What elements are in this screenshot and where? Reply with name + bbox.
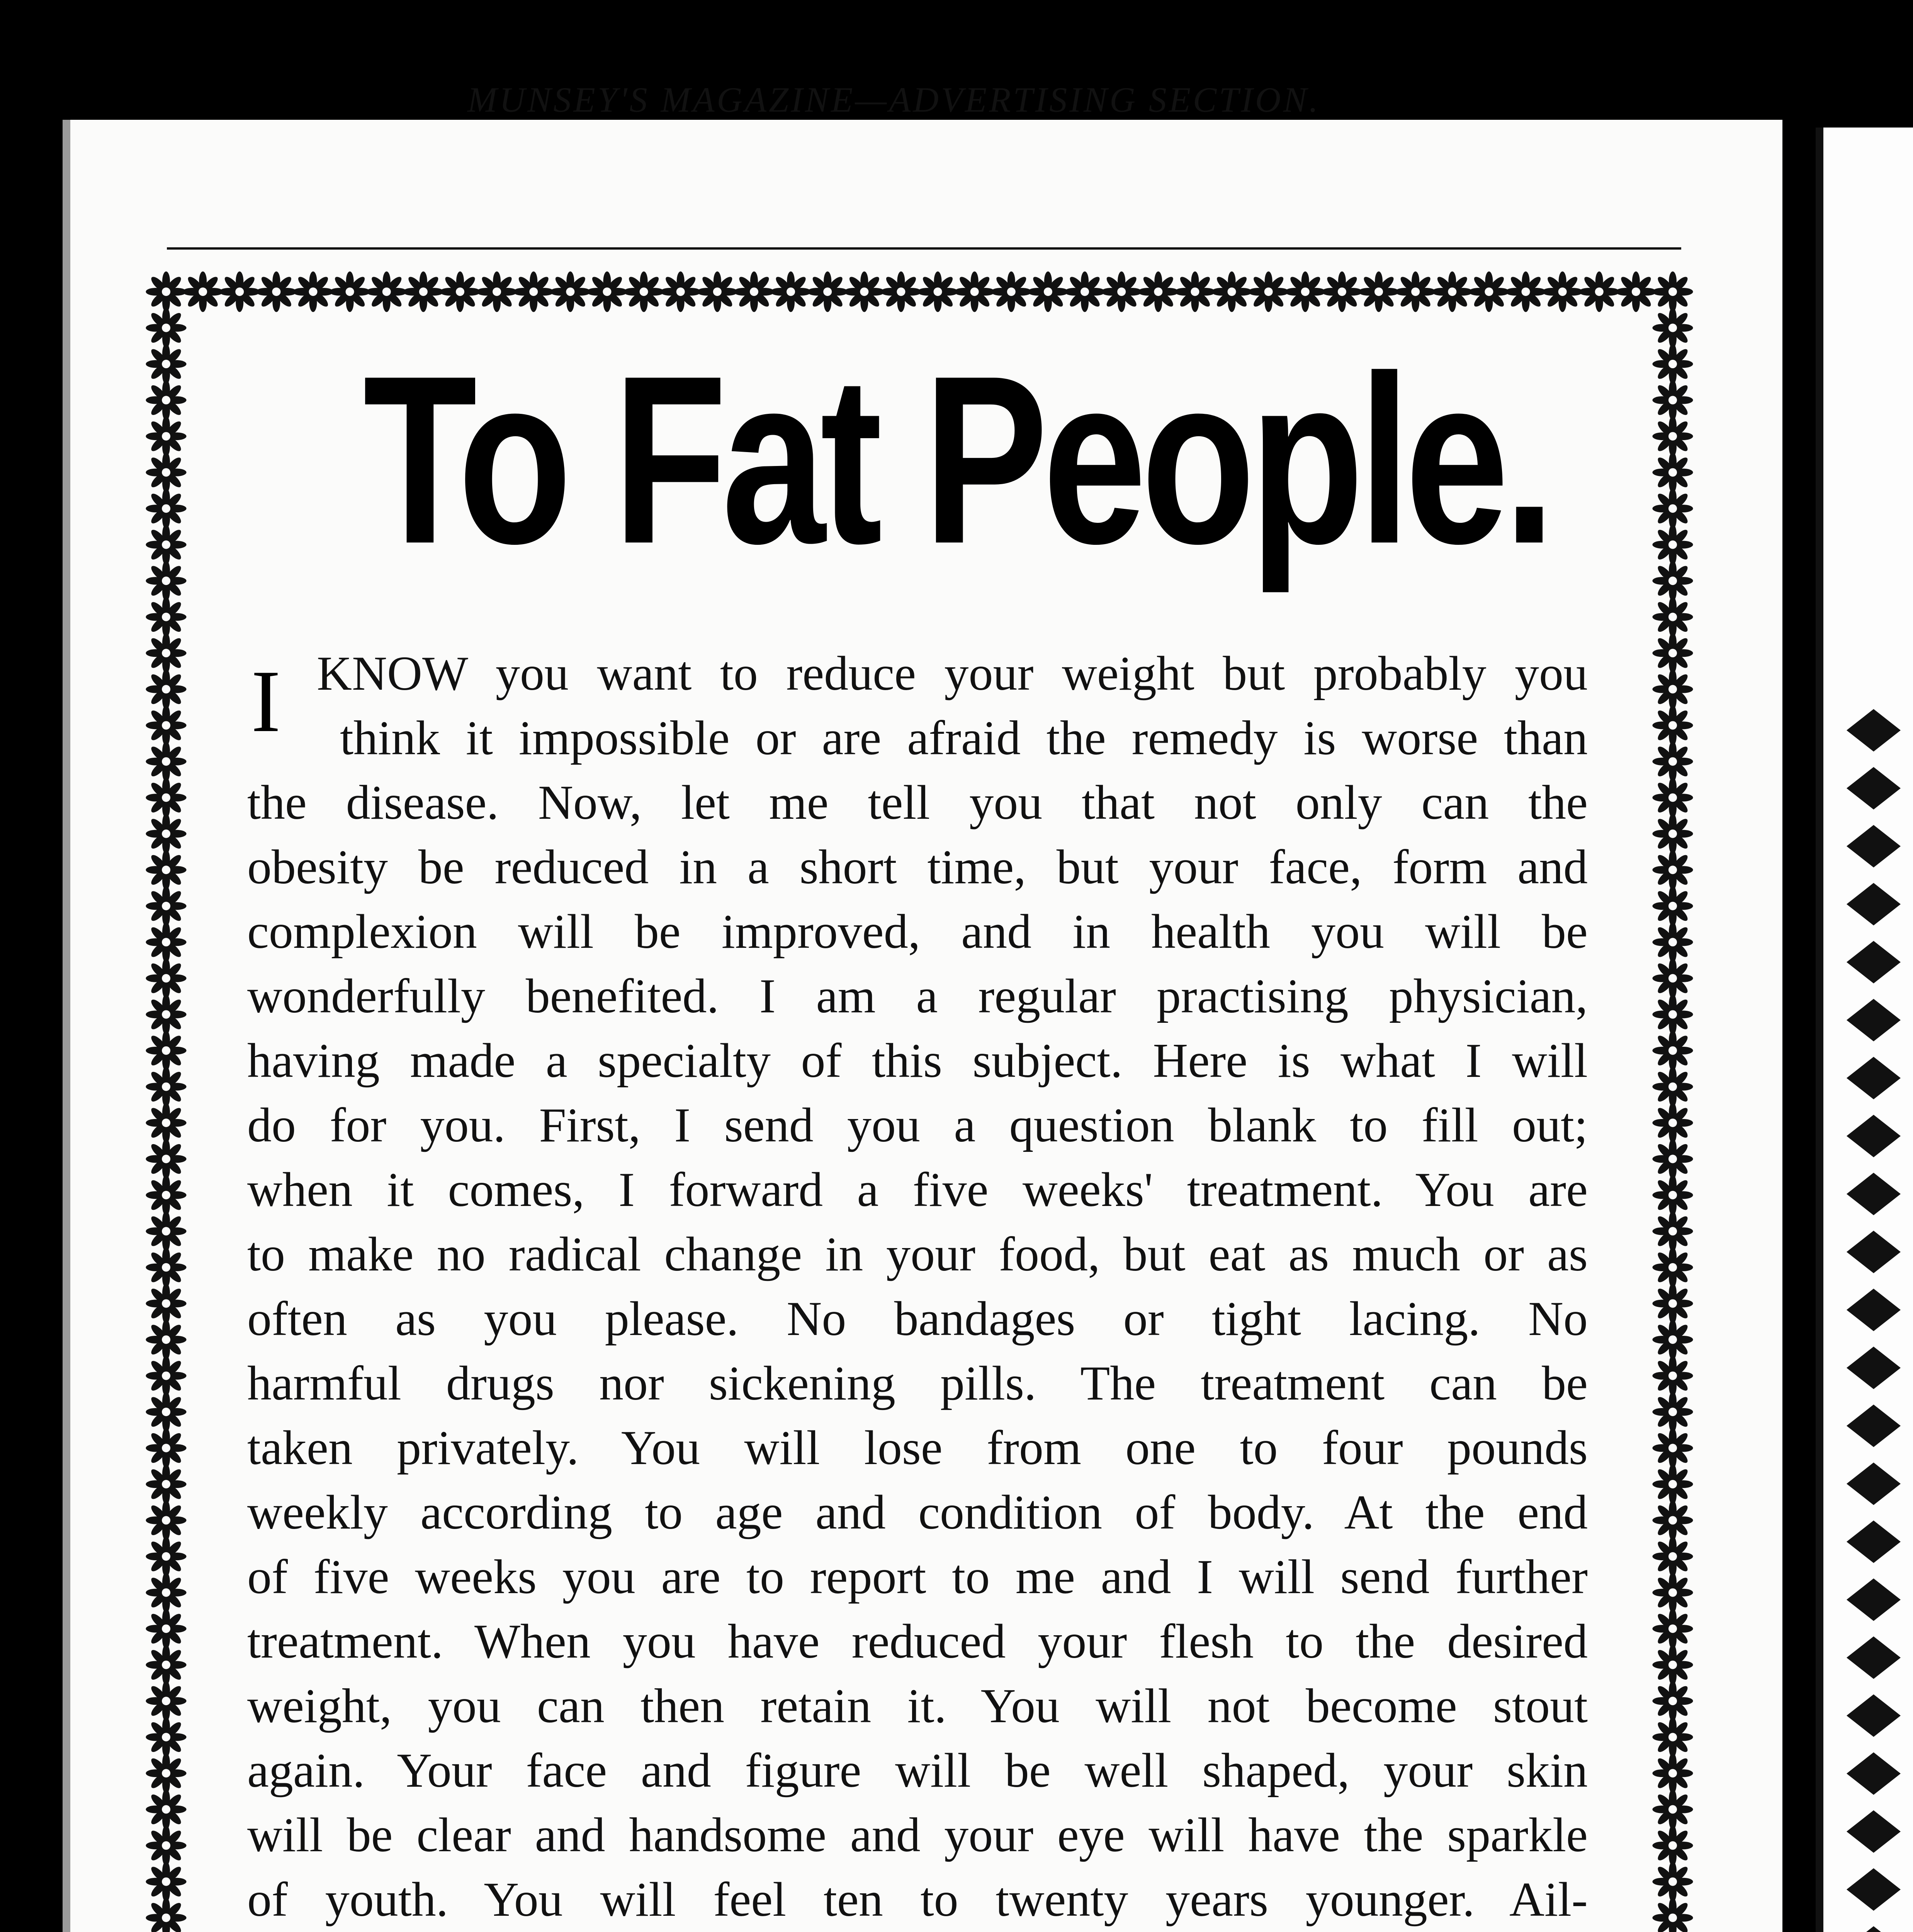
floral-asterisk-icon [146,488,187,529]
floral-asterisk-icon [146,850,187,890]
floral-asterisk-icon [219,272,260,312]
floral-asterisk-icon [1359,272,1399,312]
floral-asterisk-icon [146,1464,187,1505]
floral-asterisk-icon [1653,886,1693,926]
floral-asterisk-icon [734,272,774,312]
floral-asterisk-icon [1065,272,1105,312]
floral-asterisk-icon [183,272,223,312]
floral-asterisk-icon [1653,1609,1693,1649]
floral-asterisk-icon [1395,272,1436,312]
body-line: taken privately. You will lose from one to four pounds [247,1421,1588,1475]
floral-asterisk-icon [146,669,187,709]
floral-asterisk-icon [146,1247,187,1287]
floral-asterisk-icon [146,741,187,782]
floral-asterisk-icon [146,1211,187,1252]
floral-asterisk-icon [146,1319,187,1360]
floral-asterisk-icon [1028,272,1068,312]
floral-asterisk-icon [1211,272,1252,312]
floral-asterisk-icon [917,272,958,312]
floral-asterisk-icon [146,1717,187,1757]
floral-asterisk-icon [1653,777,1693,818]
floral-asterisk-icon [1653,1464,1693,1505]
floral-asterisk-icon [1653,1645,1693,1685]
body-line: weight, you can then retain it. You will not become stout [247,1679,1588,1733]
floral-asterisk-icon [146,1645,187,1685]
floral-asterisk-icon [146,380,187,420]
floral-asterisk-icon [1579,272,1619,312]
body-line-spacer [247,641,1588,706]
floral-asterisk-icon [146,1861,187,1902]
floral-asterisk-icon [146,344,187,384]
floral-asterisk-icon [1653,813,1693,854]
floral-asterisk-icon [146,1789,187,1830]
body-line: when it comes, I forward a five weeks' treatment. You are [247,1163,1588,1217]
floral-asterisk-icon [1653,1898,1693,1932]
floral-asterisk-icon [1653,1175,1693,1215]
floral-asterisk-icon [991,272,1031,312]
floral-asterisk-icon [1653,1789,1693,1830]
floral-asterisk-icon [1101,272,1142,312]
floral-asterisk-icon [1653,850,1693,890]
body-line: treatment. When you have reduced your flesh to the desired [247,1615,1588,1668]
floral-asterisk-icon [403,272,443,312]
floral-asterisk-icon [293,272,333,312]
floral-asterisk-icon [146,705,187,746]
floral-asterisk-icon [146,1609,187,1649]
floral-asterisk-icon [771,271,811,312]
floral-asterisk-icon [1469,272,1509,312]
floral-asterisk-icon [1653,1102,1693,1143]
floral-asterisk-icon [146,1536,187,1577]
floral-asterisk-icon [844,272,885,312]
floral-asterisk-icon [366,272,407,312]
floral-asterisk-icon [146,561,187,601]
ad-body-text [247,641,1588,1932]
floral-asterisk-icon [146,1500,187,1541]
floral-asterisk-icon [330,272,370,312]
body-line: again. Your face and figure will be well shaped, your skin [247,1744,1588,1798]
floral-asterisk-icon [146,1825,187,1866]
floral-asterisk-icon [146,886,187,926]
body-line: complexion will be improved, and in health you will be [247,905,1588,959]
floral-asterisk-icon [146,597,187,637]
floral-asterisk-icon [146,416,187,457]
floral-asterisk-icon [513,272,554,312]
body-line: harmful drugs nor sickening pills. The treatment can be [247,1357,1588,1410]
floral-asterisk-icon [1653,994,1693,1035]
floral-asterisk-icon [146,958,187,998]
running-head: MUNSEY'S MAGAZINE—ADVERTISING SECTION. [467,80,1320,119]
floral-asterisk-icon [1653,633,1693,673]
floral-asterisk-icon [1653,1211,1693,1252]
floral-asterisk-icon [1653,1030,1693,1071]
floral-asterisk-icon [1653,1066,1693,1107]
floral-asterisk-icon [1653,1500,1693,1541]
body-line: think it impossible or are afraid the remedy is worse than [340,711,1588,765]
floral-asterisk-icon [146,777,187,818]
floral-asterisk-icon [146,1391,187,1432]
floral-asterisk-icon [1653,1391,1693,1432]
floral-asterisk-icon [146,452,187,493]
floral-asterisk-icon [440,272,480,312]
floral-asterisk-icon [550,272,591,312]
floral-asterisk-icon [146,272,187,312]
floral-asterisk-icon [624,272,664,312]
floral-asterisk-icon [1322,272,1362,312]
floral-asterisk-icon [1653,1319,1693,1360]
body-line: the disease. Now, let me tell you that not only can the [247,776,1588,830]
body-first-line: KNOW you want to reduce your weight but probably you [317,647,1588,701]
floral-asterisk-icon [1653,272,1693,312]
floral-asterisk-icon [1285,272,1325,312]
floral-asterisk-icon [146,1066,187,1107]
floral-asterisk-icon [146,308,187,348]
drop-cap: I [251,652,281,750]
floral-asterisk-icon [1505,272,1546,312]
body-line: often as you please. No bandages or tight lacing. No [247,1292,1588,1346]
floral-asterisk-icon [146,1898,187,1932]
floral-asterisk-icon [1248,272,1289,312]
floral-asterisk-icon [1653,1825,1693,1866]
floral-asterisk-icon [1653,1139,1693,1179]
floral-asterisk-icon [1653,1536,1693,1577]
floral-asterisk-icon [1616,272,1656,312]
floral-asterisk-icon [881,272,921,312]
floral-asterisk-icon [1653,1355,1693,1396]
floral-asterisk-icon [146,1139,187,1179]
ad-title: To Fat People. [363,326,1550,594]
floral-asterisk-icon [146,813,187,854]
floral-asterisk-icon [146,994,187,1035]
floral-asterisk-icon [146,1102,187,1143]
floral-asterisk-icon [1653,1247,1693,1287]
floral-asterisk-icon [1653,1681,1693,1721]
floral-asterisk-icon [146,1355,187,1396]
floral-asterisk-icon [1138,272,1179,312]
floral-asterisk-icon [146,1030,187,1071]
floral-asterisk-icon [1653,741,1693,782]
floral-asterisk-icon [587,272,627,312]
body-line: do for you. First, I send you a question blank to fill out; [247,1099,1588,1152]
floral-asterisk-icon [146,922,187,963]
floral-asterisk-icon [1653,597,1693,637]
floral-asterisk-icon [1653,922,1693,963]
floral-asterisk-icon [1653,1428,1693,1468]
floral-asterisk-icon [1432,272,1473,312]
floral-asterisk-icon [954,272,995,312]
floral-asterisk-icon [807,272,848,312]
floral-asterisk-icon [146,1681,187,1721]
floral-asterisk-icon [1175,272,1215,312]
body-line: wonderfully benefited. I am a regular practising physician, [247,969,1588,1023]
floral-asterisk-icon [1653,958,1693,998]
floral-asterisk-icon [146,633,187,673]
floral-asterisk-icon [660,272,701,312]
floral-asterisk-icon [1653,1283,1693,1324]
floral-asterisk-icon [146,1175,187,1215]
floral-asterisk-icon [1653,669,1693,709]
floral-asterisk-icon [146,1428,187,1468]
body-line: of five weeks you are to report to me and I will send further [247,1550,1588,1604]
floral-asterisk-icon [146,524,187,565]
body-line: obesity be reduced in a short time, but your face, form and [247,840,1588,894]
body-line: of youth. You will feel ten to twenty years younger. Ail- [247,1873,1588,1927]
floral-asterisk-icon [477,272,517,312]
floral-asterisk-icon [256,272,297,312]
body-line: to make no radical change in your food, but eat as much or as [247,1228,1588,1281]
floral-asterisk-icon [1653,1572,1693,1613]
floral-asterisk-icon [146,1283,187,1324]
floral-asterisk-icon [697,272,737,312]
body-line: having made a specialty of this subject. Here is what I will [247,1034,1588,1088]
floral-asterisk-icon [1653,1717,1693,1757]
floral-asterisk-icon [146,1753,187,1794]
floral-asterisk-icon [1653,1861,1693,1902]
floral-asterisk-icon [1542,272,1583,312]
floral-asterisk-icon [146,1572,187,1613]
floral-asterisk-icon [1653,705,1693,746]
floral-asterisk-icon [1653,1753,1693,1794]
body-line: will be clear and handsome and your eye will have the sparkle [247,1808,1588,1862]
body-line: weekly according to age and condition of body. At the end [247,1486,1588,1539]
